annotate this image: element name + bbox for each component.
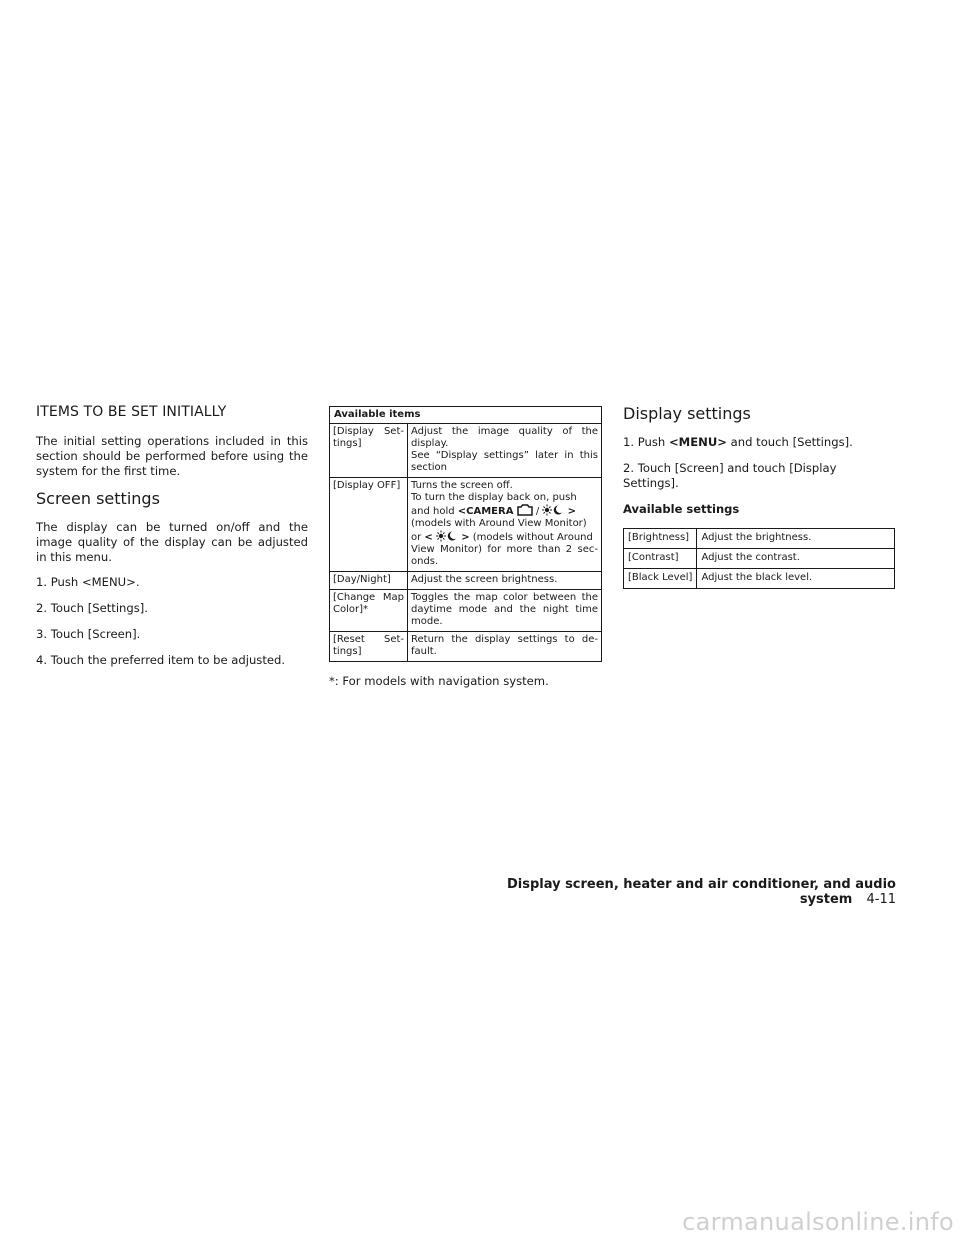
brightness-icon <box>542 504 564 516</box>
description-line: (models with Around View Monitor) <box>411 518 587 529</box>
description-cell: Adjust the contrast. <box>697 549 895 569</box>
display-settings-heading: Display settings <box>623 404 751 423</box>
item-cell: [Display Set-tings] <box>330 424 408 478</box>
description-cell: Adjust the brightness. <box>697 529 895 549</box>
page-number: 4-11 <box>866 892 896 907</box>
description-line: Adjust the image quality of the display. <box>411 426 598 449</box>
item-cell: [Contrast] <box>624 549 697 569</box>
description-line: To turn the display back on, push <box>411 492 577 503</box>
text-fragment: and hold <box>411 506 455 517</box>
key-bracket: > <box>567 506 576 517</box>
footnote: *: For models with navigation system. <box>329 674 549 688</box>
key-bracket: < <box>424 532 433 543</box>
step-1: 1. Push <MENU>. <box>36 575 140 589</box>
text-fragment: (models without Around <box>472 532 593 543</box>
available-settings-table <box>623 528 895 589</box>
description-cell: Return the display settings to de-fault. <box>408 632 602 662</box>
step-3: 3. Touch [Screen]. <box>36 627 141 641</box>
section-heading: ITEMS TO BE SET INITIALLY <box>36 404 227 420</box>
description-line <box>411 504 598 518</box>
brightness-icon <box>436 530 458 542</box>
menu-key-label: <MENU> <box>668 435 727 449</box>
camera-key-label: <CAMERA <box>457 506 514 517</box>
step-4: 4. Touch the preferred item to be adjusted. <box>36 653 286 667</box>
step-2: 2. Touch [Settings]. <box>36 601 148 615</box>
description-line: See “Display settings” later in this section <box>411 450 598 473</box>
table-row <box>330 590 602 632</box>
table-row <box>330 424 602 478</box>
text-fragment: 1. Push <box>623 435 666 449</box>
available-items-table <box>329 406 602 662</box>
item-cell: [Black Level] <box>624 569 697 589</box>
description-cell <box>408 424 602 478</box>
text-fragment: / <box>535 506 540 517</box>
description-cell <box>408 478 602 572</box>
camera-icon <box>517 504 533 516</box>
intro-paragraph: The initial setting operations included in this section should be performed before using the system for the first time. <box>36 434 308 478</box>
table-row <box>624 529 895 549</box>
text-fragment: or <box>411 532 422 543</box>
footer-section-title: Display screen, heater and air conditioner, and audio system <box>506 877 896 907</box>
table-row <box>330 478 602 572</box>
available-settings-heading: Available settings <box>623 502 740 516</box>
table-row <box>330 572 602 590</box>
description-line: Turns the screen off. <box>411 480 513 491</box>
item-cell: [Day/Night] <box>330 572 408 590</box>
item-cell: [Brightness] <box>624 529 697 549</box>
page-footer <box>486 877 896 907</box>
middle-column <box>329 406 602 688</box>
text-fragment: and touch [Settings]. <box>730 435 853 449</box>
description-cell: Toggles the map color between the daytime mode and the night time mode. <box>408 590 602 632</box>
screen-settings-paragraph: The display can be turned on/off and the image quality of the display can be adjusted in this menu. <box>36 520 308 564</box>
table-heading: Available items <box>330 407 602 424</box>
item-cell: [Display OFF] <box>330 478 408 572</box>
screen-settings-heading: Screen settings <box>36 489 160 508</box>
description-cell: Adjust the black level. <box>697 569 895 589</box>
item-cell: [Change Map Color]* <box>330 590 408 632</box>
table-row <box>624 569 895 589</box>
description-line <box>411 530 598 544</box>
table-row <box>330 632 602 662</box>
left-column <box>36 404 308 679</box>
table-row <box>624 549 895 569</box>
watermark: carmanualsonline.info <box>682 1208 954 1236</box>
key-bracket: > <box>461 532 470 543</box>
right-column <box>623 404 895 589</box>
step-1 <box>623 435 895 450</box>
step-2: 2. Touch [Screen] and touch [Display Settings]. <box>623 461 837 490</box>
item-cell: [Reset Set-tings] <box>330 632 408 662</box>
description-cell: Adjust the screen brightness. <box>408 572 602 590</box>
description-line: View Monitor) for more than 2 sec-onds. <box>411 544 598 567</box>
